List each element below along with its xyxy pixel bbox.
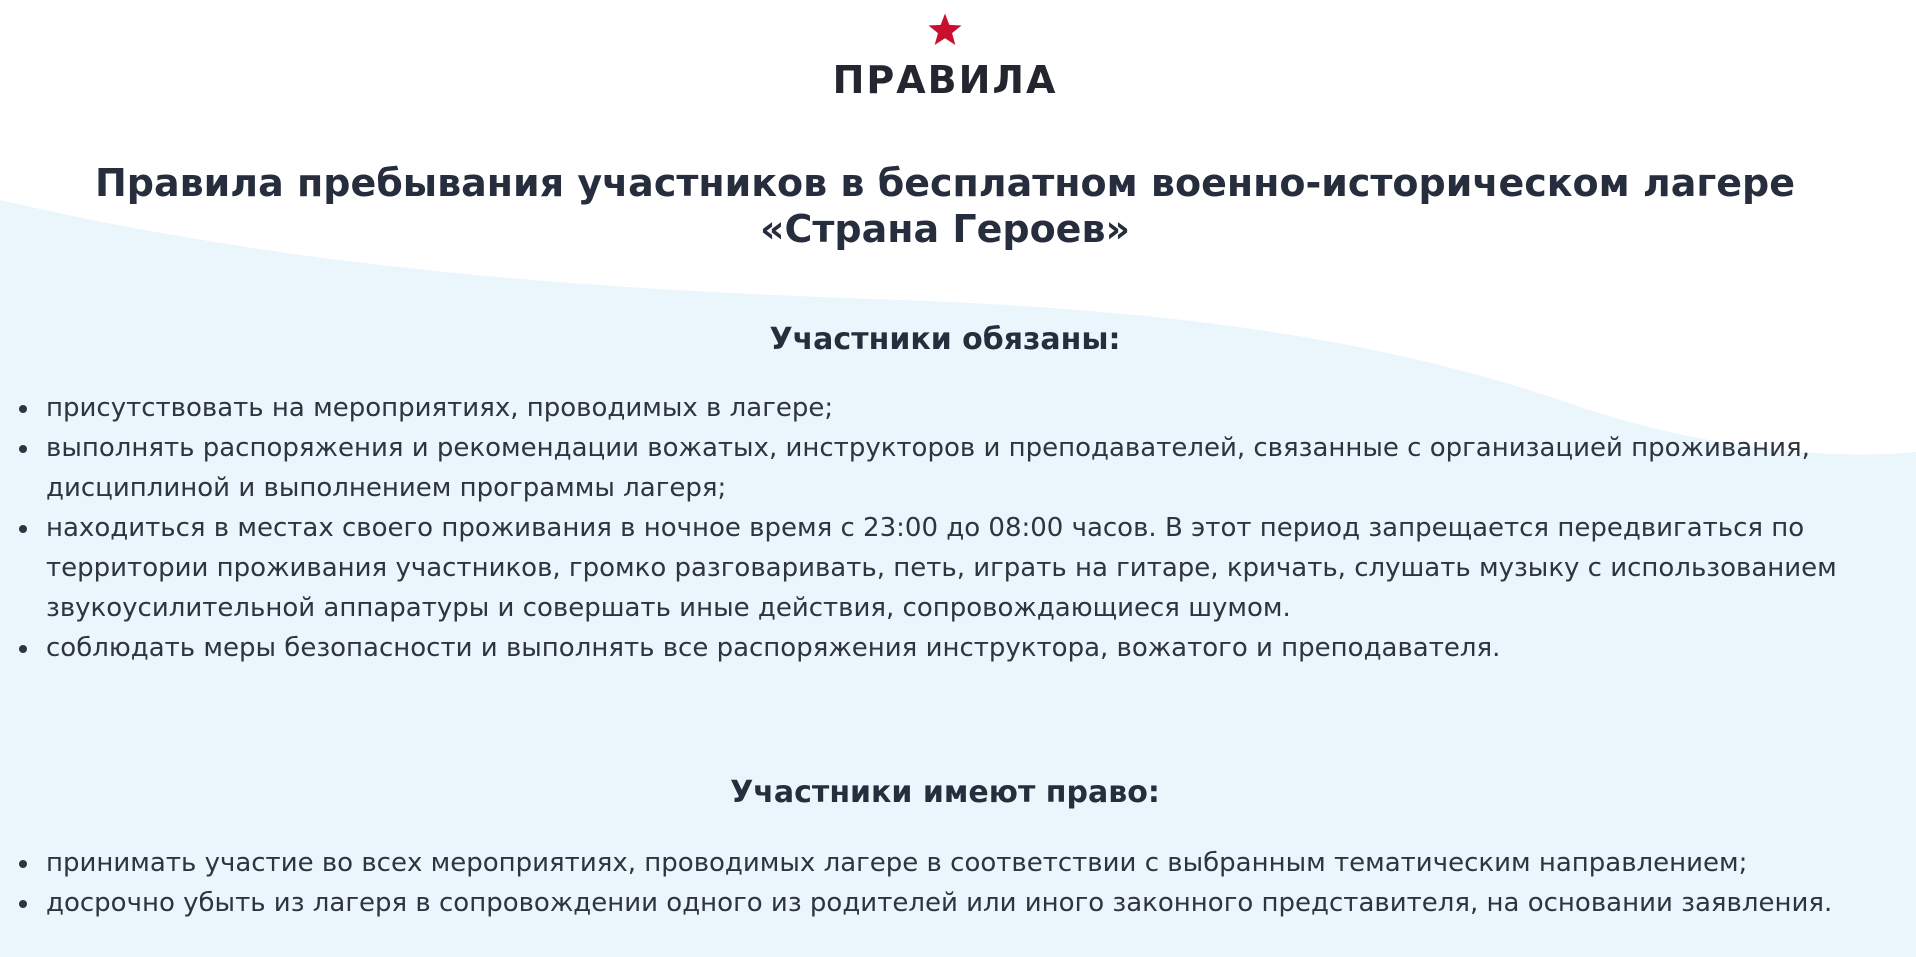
- obligations-heading: Участники обязаны:: [769, 322, 1121, 357]
- list-item: выполнять распоряжения и рекомендации вожатых, инструкторов и преподавателей, связанные с организацией проживания, дисциплиной и выполнением программы лагеря;: [46, 428, 1906, 508]
- list-item: находиться в местах своего проживания в ночное время с 23:00 до 08:00 часов. В этот период запрещается передвигаться по территории проживания участников, громко разговаривать, петь, играть на гитаре, кричать, слушать музыку с использованием звукоусилительной аппаратуры и совершать иные действия, сопровождающиеся шумом.: [46, 508, 1906, 628]
- list-item: присутствовать на мероприятиях, проводимых в лагере;: [46, 388, 1906, 428]
- list-item: принимать участие во всех мероприятиях, проводимых лагере в соответствии с выбранным тематическим направлением;: [46, 843, 1906, 883]
- list-item: досрочно убыть из лагеря в сопровождении одного из родителей или иного законного представителя, на основании заявления.: [46, 883, 1906, 923]
- obligations-list: [0, 388, 1906, 668]
- page-title: Правила пребывания участников в бесплатном военно-историческом лагере «Страна Героев»: [94, 161, 1796, 251]
- list-item: соблюдать меры безопасности и выполнять все распоряжения инструктора, вожатого и преподавателя.: [46, 628, 1906, 668]
- rights-heading: Участники имеют право:: [730, 775, 1160, 810]
- star-icon: [927, 12, 963, 48]
- section-label: ПРАВИЛА: [832, 58, 1058, 102]
- rights-list: [0, 843, 1906, 923]
